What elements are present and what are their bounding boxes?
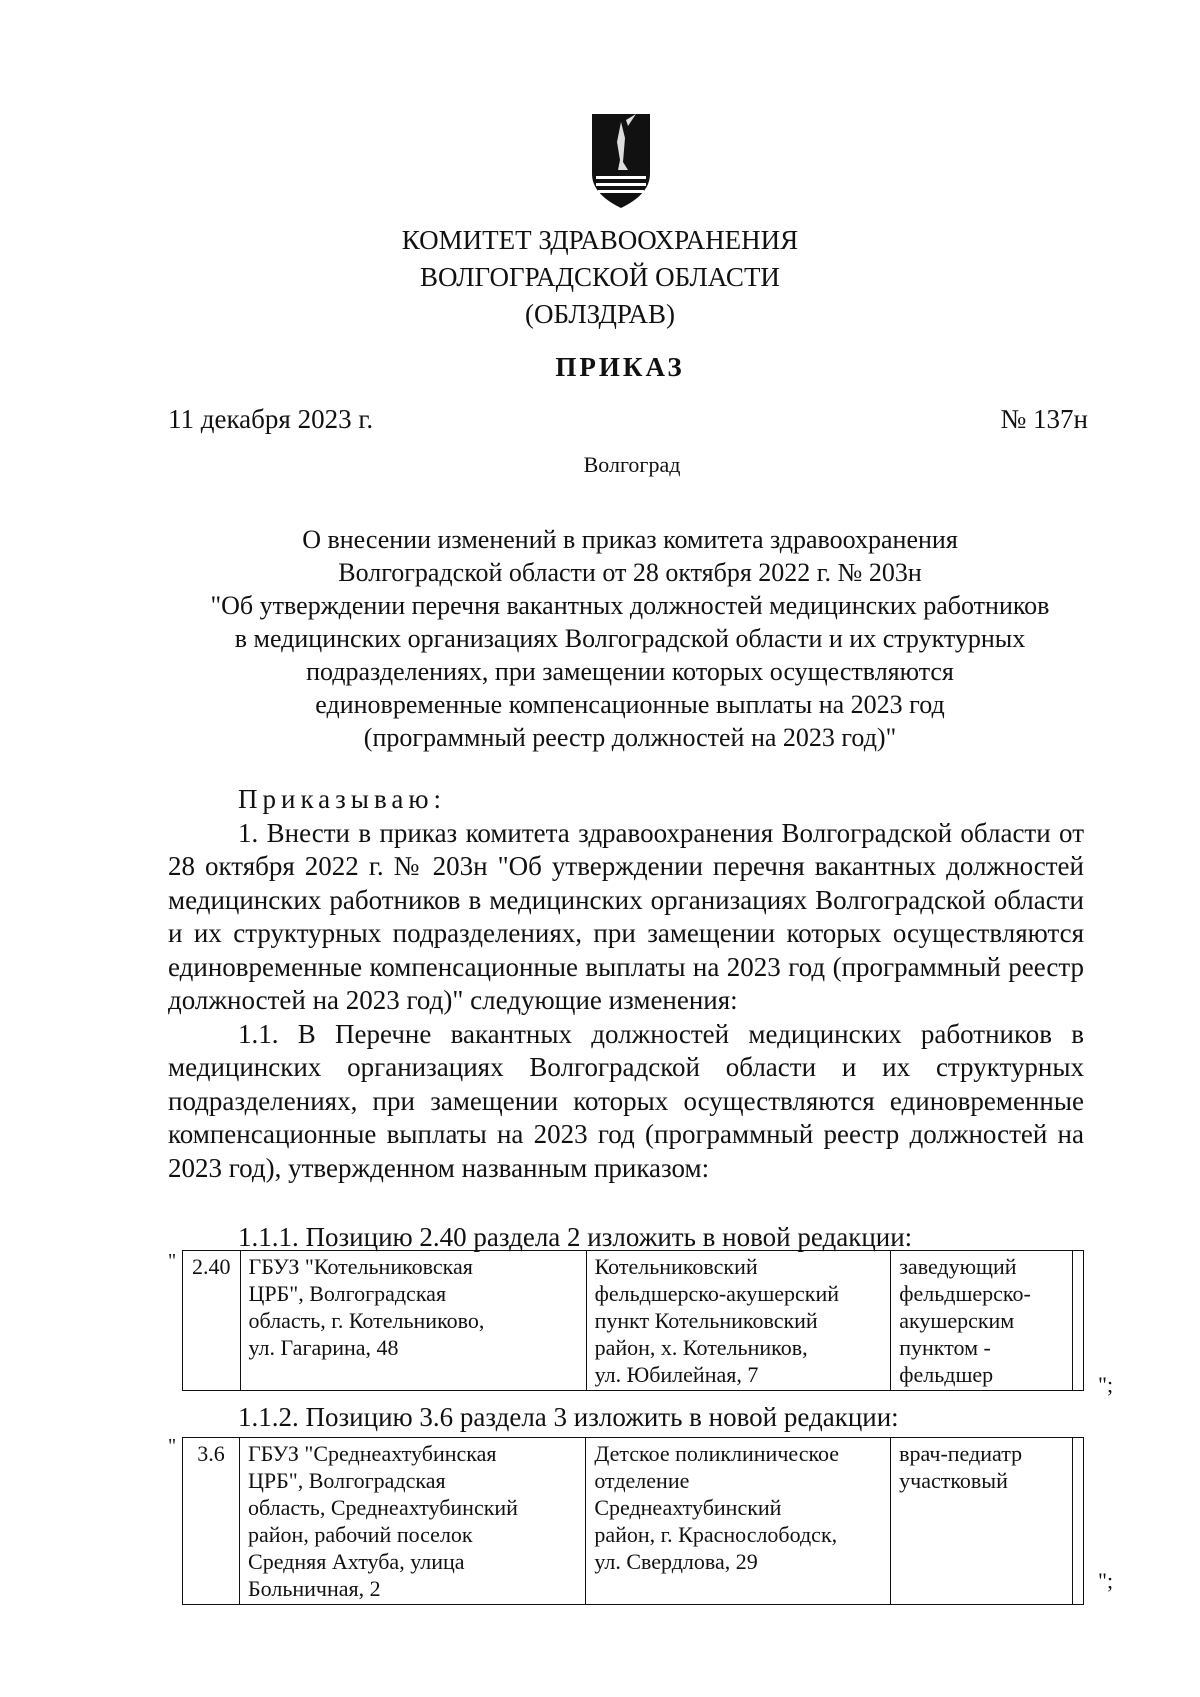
- cell-line: ГБУЗ "Котельниковская: [248, 1254, 473, 1279]
- cell-line: отделение: [594, 1468, 690, 1493]
- order-number: № 137н: [1000, 404, 1088, 434]
- table-row: [183, 1251, 1084, 1391]
- coat-of-arms-icon: [590, 112, 652, 212]
- subject-line: О внесении изменений в приказ комитета здравоохранения: [302, 525, 958, 554]
- order-body: [168, 783, 1084, 1185]
- cell-line: район, рабочий поселок: [248, 1522, 473, 1547]
- empty-cell: [1072, 1251, 1083, 1391]
- subject-line: "Об утверждении перечня вакантных должностей медицинских работников: [210, 591, 1050, 620]
- order-verb: Приказываю:: [238, 784, 446, 814]
- cell-line: ЦРБ", Волгоградская: [248, 1468, 446, 1493]
- organization-name: [0, 222, 1200, 333]
- close-quote: ";: [1098, 1372, 1114, 1397]
- cell-line: район, г. Краснослободск,: [594, 1522, 838, 1547]
- subpoint-1-1-2: 1.1.2. Позицию 3.6 раздела 3 изложить в новой редакции:: [238, 1402, 899, 1432]
- cell-line: Средняя Ахтуба, улица: [248, 1549, 465, 1574]
- cell-line: врач-педиатр: [899, 1441, 1023, 1466]
- empty-cell: [1072, 1438, 1083, 1605]
- cell-line: фельдшерско-акушерский: [594, 1281, 840, 1306]
- subject-line: в медицинских организациях Волгоградской области и их структурных: [234, 624, 1026, 653]
- cell-line: фельдшерско-: [899, 1281, 1031, 1306]
- org-line: КОМИТЕТ ЗДРАВООХРАНЕНИЯ: [401, 225, 799, 255]
- open-quote: ": [168, 1435, 177, 1457]
- paragraph-1: 1. Внести в приказ комитета здравоохранения Волгоградской области от 28 октября 2022 г. № 203н "Об утверждении перечня вакантных должностей медицинских работников в медицинских организациях Волгоградской области и их структурных подразделениях, при замещении которых осуществляются единовременные компенсационные выплаты на 2023 год (программный реестр должностей на 2023 год)" следующие изменения:: [168, 817, 1084, 1015]
- cell-line: ЦРБ", Волгоградская: [248, 1281, 447, 1306]
- cell-line: ул. Юбилейная, 7: [594, 1362, 759, 1387]
- cell-line: ГБУЗ "Среднеахтубинская: [248, 1441, 497, 1466]
- position-table-3-6: [182, 1437, 1084, 1605]
- cell-line: заведующий: [899, 1254, 1017, 1279]
- open-quote: ": [168, 1250, 177, 1272]
- subpoint-1-1-1: 1.1.1. Позицию 2.40 раздела 2 изложить в новой редакции:: [238, 1222, 913, 1252]
- cell-line: район, х. Котельников,: [594, 1335, 808, 1360]
- subject-line: Волгоградской области от 28 октября 2022 г. № 203н: [338, 558, 922, 587]
- cell-line: Котельниковский: [594, 1254, 758, 1279]
- organization-cell: [240, 1251, 586, 1391]
- close-quote: ";: [1098, 1568, 1114, 1593]
- cell-line: Детское поликлиническое: [594, 1441, 840, 1466]
- cell-line: фельдшер: [899, 1362, 994, 1387]
- cell-line: ул. Свердлова, 29: [594, 1549, 758, 1574]
- cell-line: пункт Котельниковский: [594, 1308, 818, 1333]
- cell-line: Больничная, 2: [248, 1576, 381, 1601]
- position-cell: [891, 1438, 1072, 1605]
- org-line: ВОЛГОГРАДСКОЙ ОБЛАСТИ: [420, 262, 780, 292]
- subject-line: подразделениях, при замещении которых осуществляются: [306, 657, 954, 686]
- cell-line: участковый: [899, 1468, 1008, 1493]
- cell-line: область, г. Котельниково,: [248, 1308, 485, 1333]
- paragraph-1-1: 1.1. В Перечне вакантных должностей медицинских работников в медицинских организациях Волгоградской области и их структурных подразделениях, при замещении которых осуществляются единовременные компенсационные выплаты на 2023 год (программный реестр должностей на 2023 год), утвержденном названным приказом:: [168, 1018, 1084, 1183]
- order-title: ПРИКАЗ: [555, 352, 685, 382]
- cell-line: пунктом -: [899, 1335, 991, 1360]
- subject-line: единовременные компенсационные выплаты на 2023 год: [315, 690, 945, 719]
- cell-line: Среднеахтубинский: [594, 1495, 782, 1520]
- position-number: 3.6: [183, 1438, 240, 1605]
- unit-cell: [586, 1251, 891, 1391]
- position-number: 2.40: [183, 1251, 241, 1391]
- cell-line: акушерским: [899, 1308, 1015, 1333]
- order-subject: [150, 523, 1110, 754]
- organization-cell: [240, 1438, 586, 1605]
- table-row: [183, 1438, 1084, 1605]
- cell-line: область, Среднеахтубинский: [248, 1495, 518, 1520]
- cell-line: ул. Гагарина, 48: [248, 1335, 399, 1360]
- position-cell: [891, 1251, 1072, 1391]
- subject-line: (программный реестр должностей на 2023 год)": [363, 723, 897, 752]
- unit-cell: [586, 1438, 891, 1605]
- order-city: Волгоград: [583, 452, 681, 477]
- position-table-2-40: [182, 1250, 1084, 1391]
- org-line: (ОБЛЗДРАВ): [525, 299, 675, 329]
- order-date: 11 декабря 2023 г.: [168, 404, 374, 434]
